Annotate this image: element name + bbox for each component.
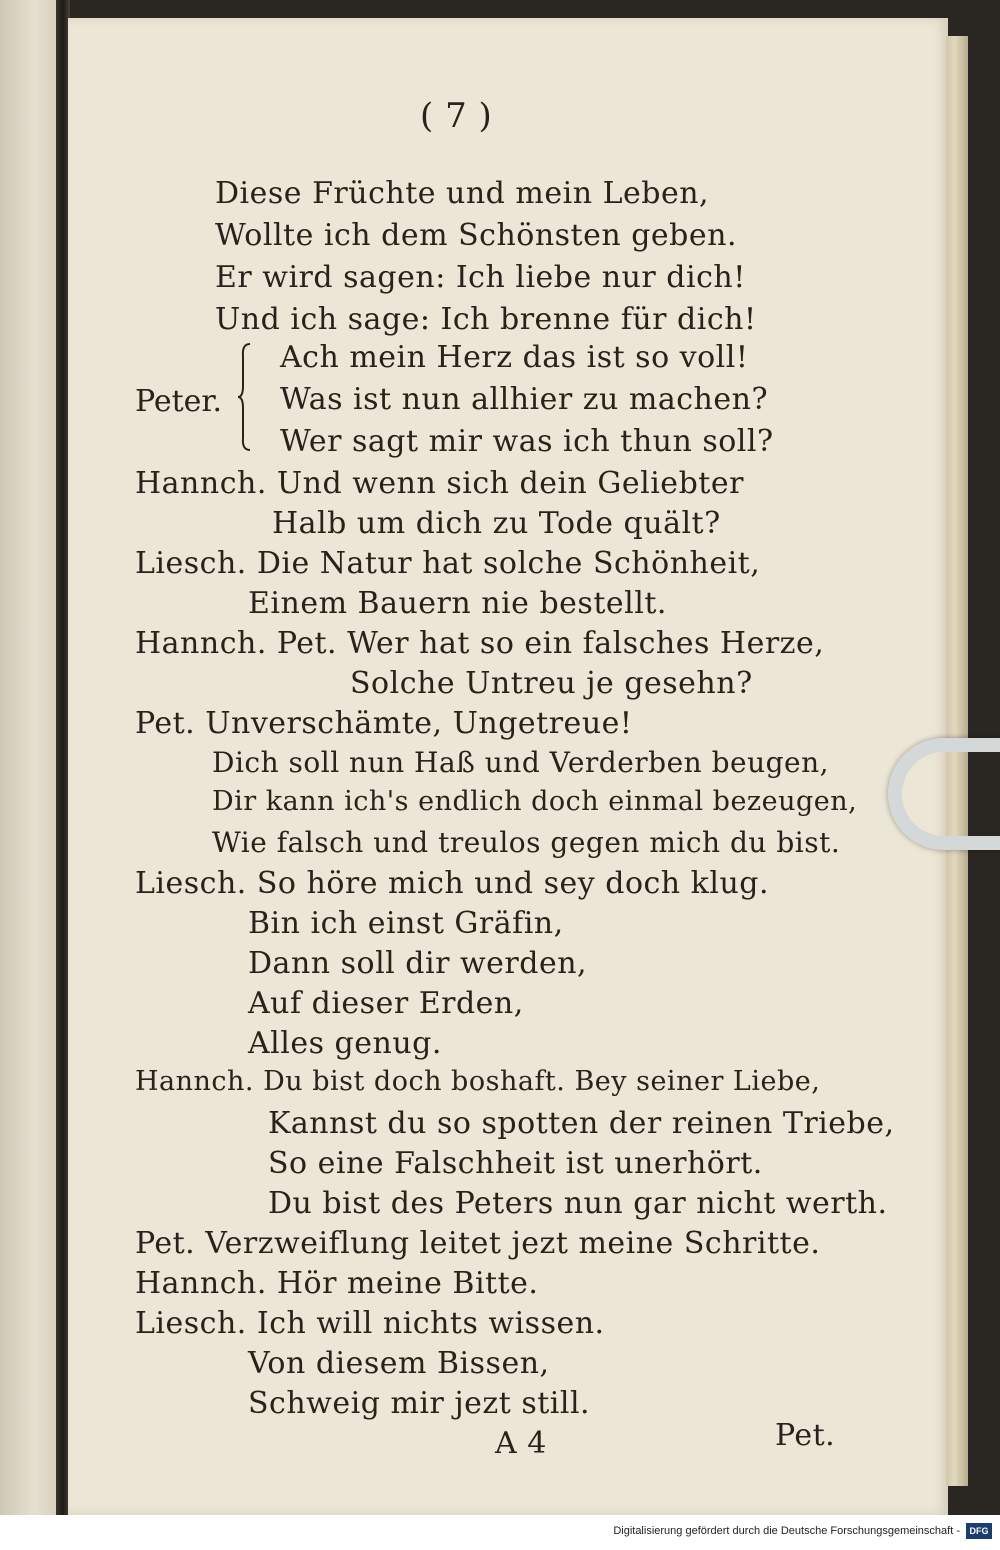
verse-line: Liesch. So höre mich und sey doch klug.: [135, 866, 770, 901]
speaker-peter: Peter.: [135, 384, 222, 419]
verse-line: Von diesem Bissen,: [248, 1346, 550, 1381]
verse-line: Auf dieser Erden,: [248, 986, 524, 1021]
verse-line: Wollte ich dem Schönsten geben.: [215, 218, 737, 253]
verse-line: Und ich sage: Ich brenne für dich!: [215, 302, 757, 337]
verse-line: Alles genug.: [248, 1026, 442, 1061]
catchword: Pet.: [775, 1418, 836, 1453]
verse-line: Hannch. Du bist doch boshaft. Bey seiner Liebe,: [135, 1066, 821, 1097]
verse-line: Solche Untreu je gesehn?: [350, 666, 753, 701]
verse-line: Dir kann ich's endlich doch einmal bezeugen,: [212, 786, 858, 817]
verse-line: Pet. Unverschämte, Ungetreue!: [135, 706, 633, 741]
verse-line: Diese Früchte und mein Leben,: [215, 176, 710, 211]
verse-line: Wie falsch und treulos gegen mich du bist.: [212, 826, 841, 859]
verse-line: Hannch. Pet. Wer hat so ein falsches Herze,: [135, 626, 825, 661]
verse-line: Schweig mir jezt still.: [248, 1386, 591, 1421]
left-page-edge: [0, 0, 58, 1515]
verse-line: Liesch. Ich will nichts wissen.: [135, 1306, 605, 1341]
footer-credit: Digitalisierung gefördert durch die Deutsche Forschungsgemeinschaft -: [613, 1525, 960, 1537]
verse-line: Wer sagt mir was ich thun soll?: [280, 424, 774, 459]
digitization-footer: [0, 1515, 1000, 1550]
verse-line: Was ist nun allhier zu machen?: [280, 382, 769, 417]
dfg-logo: DFG: [966, 1523, 992, 1539]
verse-line: Dann soll dir werden,: [248, 946, 588, 981]
verse-line: Pet. Verzweiflung leitet jezt meine Schritte.: [135, 1226, 821, 1261]
verse-line: Bin ich einst Gräfin,: [248, 906, 564, 941]
verse-line: Liesch. Die Natur hat solche Schönheit,: [135, 546, 761, 581]
verse-line: So eine Falschheit ist unerhört.: [268, 1146, 763, 1181]
page-number: ( 7 ): [420, 96, 493, 136]
verse-line: Ach mein Herz das ist so voll!: [280, 340, 749, 375]
verse-line: Einem Bauern nie bestellt.: [248, 586, 667, 621]
page-clip: [888, 738, 1000, 850]
signature-mark: A 4: [495, 1426, 547, 1461]
verse-line: Kannst du so spotten der reinen Triebe,: [268, 1106, 895, 1141]
verse-line: Hannch. Und wenn sich dein Geliebter: [135, 466, 744, 501]
verse-line: Dich soll nun Haß und Verderben beugen,: [212, 746, 830, 779]
verse-line: Du bist des Peters nun gar nicht werth.: [268, 1186, 888, 1221]
brace-symbol: [238, 342, 252, 452]
verse-line: Hannch. Hör meine Bitte.: [135, 1266, 539, 1301]
verse-line: Er wird sagen: Ich liebe nur dich!: [215, 260, 746, 295]
verse-line: Halb um dich zu Tode quält?: [272, 506, 721, 541]
